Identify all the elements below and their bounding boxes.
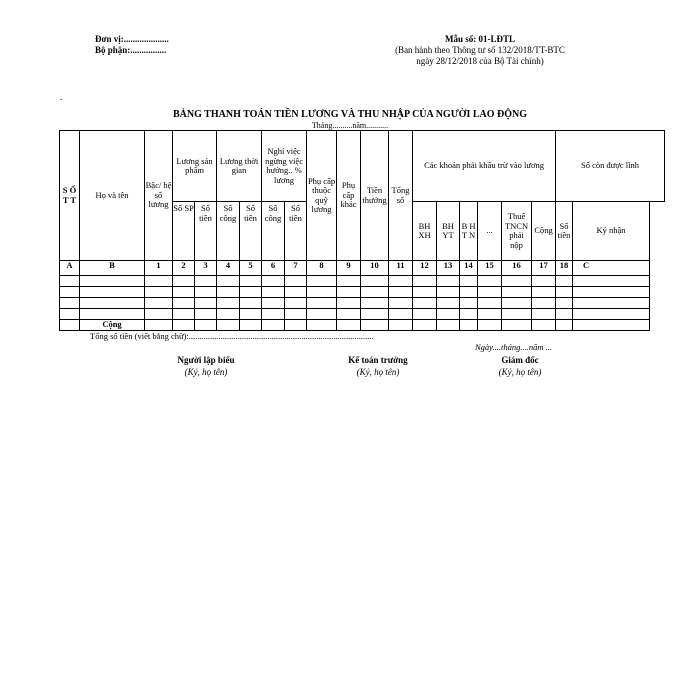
col-total: Tổng số: [389, 131, 413, 261]
form-number: Mẫu số: 01-LĐTL: [444, 34, 515, 44]
table-row: [60, 276, 665, 287]
col-bhxh: BH XH: [413, 202, 437, 261]
code-cell: 9: [337, 261, 361, 276]
signature-hint: (Ký, họ tên): [356, 367, 400, 377]
code-cell: 12: [413, 261, 437, 276]
col-deductions: Các khoản phải khấu trừ vào lương: [413, 131, 556, 202]
signature-role: Giám đốc: [501, 355, 539, 365]
code-cell: 7: [285, 261, 307, 276]
code-cell: 10: [361, 261, 389, 276]
table-row: [60, 287, 665, 298]
total-row: [60, 320, 665, 331]
col-other-allowance: Phụ cấp khác: [337, 131, 361, 261]
code-cell: 4: [217, 261, 240, 276]
col-bonus: Tiền thưởng: [361, 131, 389, 261]
month-line: Tháng..........năm...........: [311, 121, 389, 130]
col-grade: Bậc/ hệ số lương: [145, 131, 173, 261]
col-leave-amount: Số tiền: [285, 202, 307, 261]
signature-role: Người lập biểu: [177, 355, 235, 365]
signature-director: [460, 354, 580, 378]
code-cell: 5: [240, 261, 262, 276]
col-piece-amount: Số tiền: [195, 202, 217, 261]
col-piece-qty: Số SP: [173, 202, 195, 261]
col-tax: Thuế TNCN phải nộp: [502, 202, 532, 261]
code-cell: 17: [532, 261, 556, 276]
signature-hint: (Ký, họ tên): [184, 367, 228, 377]
code-cell: C: [573, 261, 650, 276]
signature-chief-accountant: [318, 354, 438, 378]
col-leave-days: Số công: [262, 202, 285, 261]
col-time-wage: Lương thời gian: [217, 131, 262, 202]
code-cell: 14: [460, 261, 478, 276]
col-allowance: Phụ cấp thuộc quỹ lương: [307, 131, 337, 261]
col-leave: Nghỉ việc ngừng việc hưởng.. % lương: [262, 131, 307, 202]
payroll-table: [59, 130, 665, 331]
col-time-amount: Số tiền: [240, 202, 262, 261]
col-stt: S Ố T T: [60, 131, 80, 261]
code-cell: 18: [556, 261, 573, 276]
col-remaining-amount: Số tiền: [556, 202, 573, 261]
code-cell: B: [80, 261, 145, 276]
code-cell: 6: [262, 261, 285, 276]
signature-preparer: [146, 354, 266, 378]
code-cell: A: [60, 261, 80, 276]
col-piece-wage: Lương sản phẩm: [173, 131, 217, 202]
document-title: BẢNG THANH TOÁN TIỀN LƯƠNG VÀ THU NHẬP CỦA NGƯỜI LAO ĐỘNG: [172, 109, 528, 120]
signature-hint: (Ký, họ tên): [498, 367, 542, 377]
form-info: [380, 34, 580, 67]
issued-by-line1: (Ban hành theo Thông tư số 132/2018/TT-BTC: [395, 45, 565, 55]
total-row-label: Cộng: [80, 320, 145, 331]
code-cell: 3: [195, 261, 217, 276]
col-remaining: Số còn được lĩnh: [556, 131, 665, 202]
issued-by-line2: ngày 28/12/2018 của Bộ Tài chính): [416, 56, 544, 66]
unit-field: Đơn vị:....................: [95, 34, 169, 44]
code-cell: 8: [307, 261, 337, 276]
stray-dot: .: [60, 92, 63, 102]
code-cell: 11: [389, 261, 413, 276]
code-cell: 1: [145, 261, 173, 276]
col-name: Họ và tên: [80, 131, 145, 261]
col-bhyt: BH YT: [437, 202, 460, 261]
header-row-1: [60, 131, 665, 202]
unit-info: [95, 34, 169, 56]
code-cell: 2: [173, 261, 195, 276]
col-bhtn: B H T N: [460, 202, 478, 261]
date-line: Ngày....tháng....năm ...: [475, 342, 552, 352]
col-ellipsis: ...: [478, 202, 502, 261]
col-sum: Cộng: [532, 202, 556, 261]
code-cell: 16: [502, 261, 532, 276]
code-cell: 13: [437, 261, 460, 276]
signature-role: Kế toán trưởng: [348, 355, 408, 365]
department-field: Bộ phận:................: [95, 45, 167, 55]
code-cell: 15: [478, 261, 502, 276]
column-code-row: [60, 261, 665, 276]
col-time-days: Số công: [217, 202, 240, 261]
col-signature: Ký nhận: [573, 202, 650, 261]
amount-in-words: Tổng số tiền (viết bằng chữ):.......................................................................................: [90, 331, 374, 341]
table-row: [60, 298, 665, 309]
table-row: [60, 309, 665, 320]
